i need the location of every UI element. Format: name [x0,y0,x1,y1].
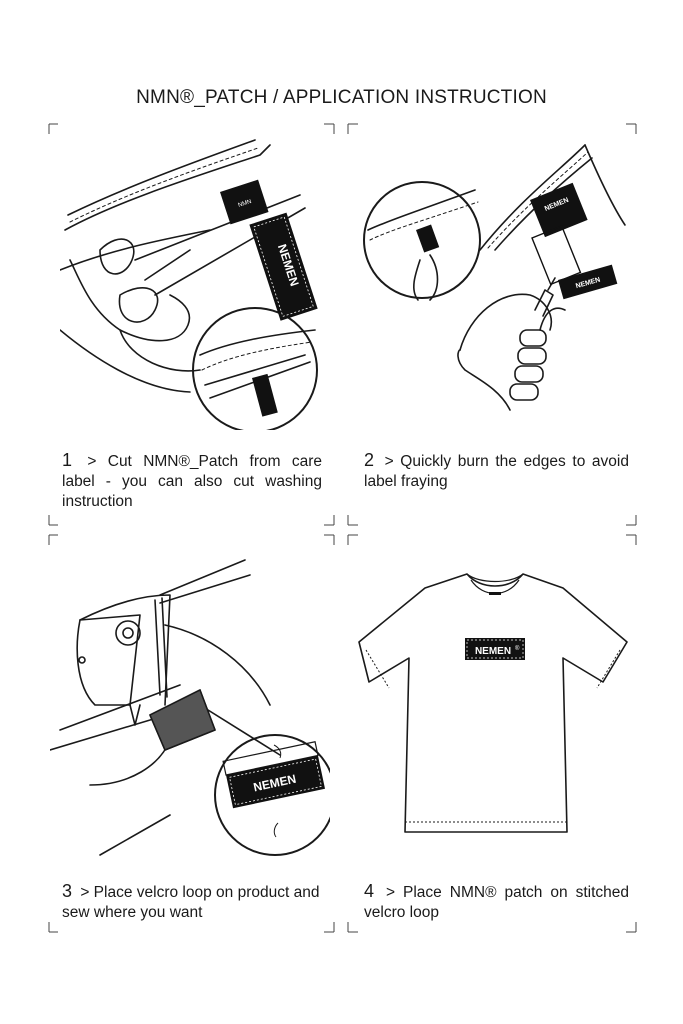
illustration-tshirt [355,570,635,840]
step-2-caption [364,450,629,492]
step-1-number: 1 [62,450,73,470]
patch-brand-text-zoom: NEMEN [252,771,298,795]
illustration-cut-label [60,130,330,430]
step-4-text: > Place NMN® patch on stitched velcro loop [364,884,629,921]
page-title: NMN®_PATCH / APPLICATION INSTRUCTION [136,87,547,108]
care-label-text: NMN [237,198,253,209]
label-brand-text: NEMEN [543,196,570,213]
step-3-caption [62,881,330,923]
step-3-text: > Place velcro loop on product and sew where you want [62,884,320,921]
step-4-number: 4 [364,881,375,901]
patch-brand-text: NEMEN [274,242,302,288]
step-3-number: 3 [62,881,73,901]
step-1-text: > Cut NMN®_Patch from care label - you can also cut washing instruction [62,453,322,510]
tshirt-patch-text: NEMEN [474,646,512,657]
step-1-caption [62,450,322,512]
step-2-text: > Quickly burn the edges to avoid label fraying [364,453,629,490]
illustration-sewing-machine [50,555,330,865]
illustration-burn-edges [360,130,630,430]
step-2-number: 2 [364,450,375,470]
step-4-caption [364,881,629,923]
burned-patch-text: NEMEN [574,276,602,291]
tshirt-patch-mark: ® [515,646,520,652]
